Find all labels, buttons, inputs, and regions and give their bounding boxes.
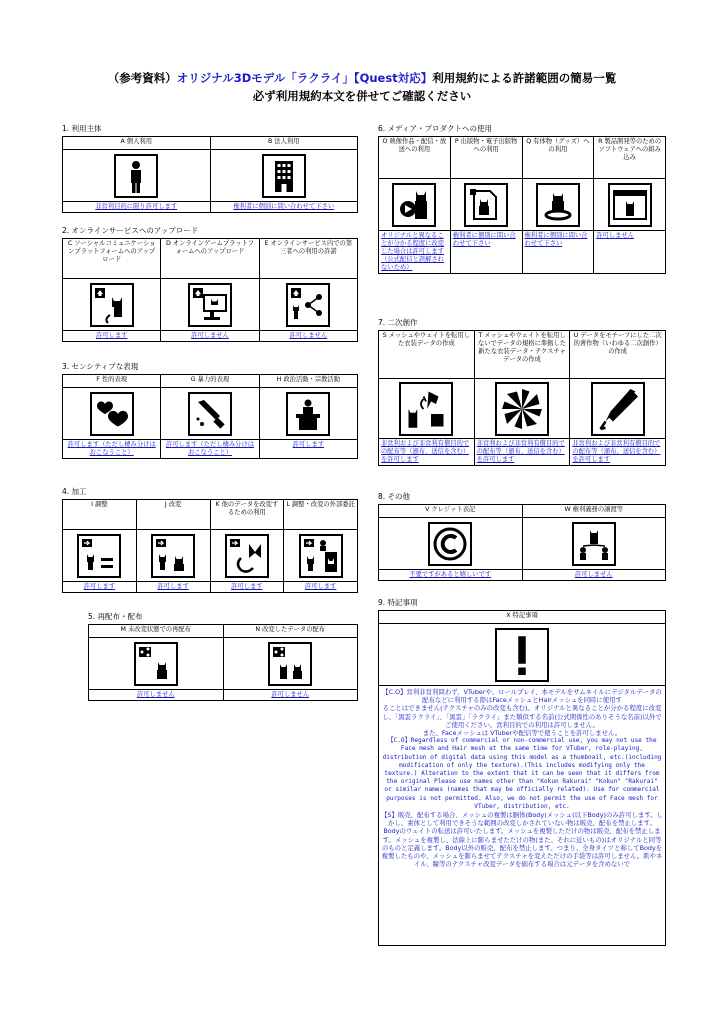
section-title: 8. その他: [378, 492, 411, 501]
col-header: C ソーシャルコミュニケーションプラットフォームへのアップロード: [63, 239, 161, 279]
col-header: V クレジット表記: [379, 505, 523, 518]
note-co-en: 【C.O】Regardless of commercial or non-commercial use, you may not use the Face mesh and Hair mesh at the same time for VTuber, role-playing, distribution of digital data using this model as a thumbnail, etc.(including modification of only the texture).(This includes modifying only the texture.) Alteration to the extent that it can be seen that it differs from the original Please use names other than "Kokun Rakurai" "Kokun" "Rakurai" or similar names (names that may be officially related). Use for commercial purposes is not permitted. Also, we do not permit the use of Face mesh for VTuber, distribution, etc.: [382, 737, 662, 810]
col-header: P 出版物・電子出版物への利用: [450, 137, 522, 179]
section-title: 3. センシティブな表現: [62, 362, 139, 371]
note-co-ja-3: また、Faceメッシュは VTuberや配信等で使うことを許可しません。: [422, 729, 622, 738]
person-icon: [114, 154, 158, 198]
section-sensitive: [62, 362, 358, 459]
building-icon: [262, 154, 306, 198]
knife-icon: [188, 392, 232, 436]
section-title: 6. メディア・プロダクトへの使用: [378, 124, 492, 133]
page-subtitle: 必ず利用規約本文を併せてご確認ください: [252, 89, 472, 103]
permission-note: 許可します: [210, 582, 284, 593]
section-title: 1. 利用主体: [62, 124, 102, 133]
note-s-ja: 【S】販売、配布する場合、メッシュの複製は胴体(Body)メッシュ(以下Body)のみ許可します。しかし、素体として利用できそうな範囲の改変しかされていない物は販売、配布を禁止します。Bodyのウェイトの転送は許可いたします。メッシュを複製しただけの物は販売、配布を禁止します。メッシュを複製し、法線上に膨らませただけの物(また、それに近いもの)はオリジナルと同等のものと定義します。Body以外の販売、配布を禁止します。つまり、全身タイツと称してBodyを複製したものや、メッシュを膨らませてテクスチャを変えただけの手袋等は許可しません。肌やネイル、瞳等のテクスチャ改変データを価布する場合は元データを含めないで: [381, 811, 663, 869]
special-notes-body: [379, 686, 666, 946]
col-header: G 暴力的表現: [161, 375, 259, 388]
col-header: E オンラインサービス内での第三者への利用の許諾: [259, 239, 357, 279]
section-special-notes: [378, 598, 666, 946]
col-header: I 調整: [63, 500, 137, 530]
other-data-icon: [225, 534, 269, 578]
pen-icon: [591, 382, 645, 436]
col-header: D オンラインゲームプラットフォームへのアップロード: [161, 239, 259, 279]
share-cat-icon: [286, 283, 330, 327]
note-co-ja-2: ることはできません(テクスチャのみの改変も含む)。オリジナルと異なることが分かる程度に改変し、「黒雲ラクライ」、「黒雲」「ラクライ」また類似する名前(公式関係性のありそうな名前)以外でご使用ください。営利目的での利用は許可しません。: [382, 704, 662, 729]
col-header: U データをモチーフにした二次的著作物（いわゆる二次創作）の作成: [570, 331, 666, 379]
permission-note: 許可します: [63, 331, 161, 342]
section-title: 9. 特記事項: [378, 598, 418, 607]
texture-icon: [495, 382, 549, 436]
podium-icon: [286, 392, 330, 436]
permission-note: 非営利および非営利有償目的での配布等（頒布、送信を含む）を許可します: [379, 439, 475, 466]
software-icon: [608, 183, 652, 227]
permission-note: 権利者に個別に問い合わせて下さい: [522, 231, 594, 274]
section-title: 2. オンラインサービスへのアップロード: [62, 226, 199, 235]
adjust-icon: [77, 534, 121, 578]
section-other: [378, 492, 666, 581]
permission-note: 許可します: [63, 582, 137, 593]
col-header: F 性的表現: [63, 375, 161, 388]
col-header: T メッシュやウェイトを転用しないでデータの規格に準拠した新たな衣装データ・テクスチャデータの作成: [474, 331, 570, 379]
permission-note: 許可しません: [522, 570, 666, 581]
section-derivative: [378, 318, 666, 466]
col-header: Q 有体物（グッズ）への利用: [522, 137, 594, 179]
col-header: M 未改変状態での再配布: [89, 625, 224, 638]
col-header: A 個人利用: [63, 137, 211, 150]
redistribute-icon: [134, 642, 178, 686]
permission-note: 許可しません: [223, 690, 358, 701]
video-cat-icon: [392, 183, 436, 227]
col-header: L 調整・改変の外部委託: [284, 500, 358, 530]
exclamation-icon: [495, 628, 549, 682]
transfer-icon: [572, 522, 616, 566]
col-header: X 特記事項: [379, 611, 666, 624]
game-cat-icon: [188, 283, 232, 327]
permission-note: 許可します: [284, 582, 358, 593]
hearts-icon: [90, 392, 134, 436]
upload-cat-icon: [90, 283, 134, 327]
col-header: N 改変したデータの配布: [223, 625, 358, 638]
col-header: S メッシュやウェイトを転用した衣装データの作成: [379, 331, 475, 379]
permission-note: 許可しません: [594, 231, 666, 274]
permission-note: 許可しません: [161, 331, 259, 342]
col-header: K 他のデータを改変するための利用: [210, 500, 284, 530]
col-header: R 製品開発等のためのソフトウェアへの組み込み: [594, 137, 666, 179]
col-header: W 権利義務の譲渡等: [522, 505, 666, 518]
publication-icon: [464, 183, 508, 227]
goods-icon: [536, 183, 580, 227]
permission-note: 許可します（ただし棲み分けはおこなうこと）: [161, 440, 259, 459]
costume-icon: [399, 382, 453, 436]
section-processing: [62, 487, 358, 593]
note-co-ja-1: 【C.O】営利非営利問わず、VTuberや、ロールプレイ、本モデルをサムネイルにデジタルデータの配布などに利用する際はFaceメッシュとHairメッシュを同時に使用す: [382, 688, 662, 705]
permission-note: 非営利および非営利有償目的での配布等（頒布、送信を含む）を許可します: [474, 439, 570, 466]
page-title: （参考資料）オリジナル3Dモデル「ラクライ」【Quest対応】利用規約による許諾範囲の簡易一覧: [107, 71, 617, 85]
permission-note: オリジナルと異なることが分かる程度に改変した場合は許可します（公式配信と誤解されないため）: [379, 231, 451, 274]
permission-note: 権利者に個別に問い合わせて下さい: [210, 202, 358, 213]
section-usage-subject: [62, 124, 358, 213]
permission-note: 不要ですがあると嬉しいです: [379, 570, 523, 581]
section-title: 5. 再配布・配布: [88, 612, 143, 621]
col-header: B 法人利用: [210, 137, 358, 150]
distribute-modified-icon: [268, 642, 312, 686]
permission-note: 許可します: [136, 582, 210, 593]
permission-note: 許可します: [259, 440, 357, 459]
col-header: J 改変: [136, 500, 210, 530]
section-redistribution: [88, 612, 358, 701]
permission-note: 非営利および非営利有償目的での配布等（頒布、送信を含む）を許可します: [570, 439, 666, 466]
permission-note: 権利者に個別に問い合わせて下さい: [450, 231, 522, 274]
col-header: H 政治活動・宗教活動: [259, 375, 357, 388]
section-online-upload: [62, 226, 358, 342]
section-title: 7. 二次創作: [378, 318, 418, 327]
permission-note: 許可しません: [259, 331, 357, 342]
permission-note: 非営利目的に限り許可します: [63, 202, 211, 213]
outsource-icon: [299, 534, 343, 578]
title-highlight: オリジナル3Dモデル「ラクライ」【Quest対応】: [176, 71, 433, 85]
permission-note: 許可しません: [89, 690, 224, 701]
section-title: 4. 加工: [62, 487, 87, 496]
permission-note: 許可します（ただし棲み分けはおこなうこと）: [63, 440, 161, 459]
copyright-icon: [428, 522, 472, 566]
section-media: [378, 124, 666, 274]
col-header: O 映像作品・配信・放送への利用: [379, 137, 451, 179]
modify-icon: [151, 534, 195, 578]
